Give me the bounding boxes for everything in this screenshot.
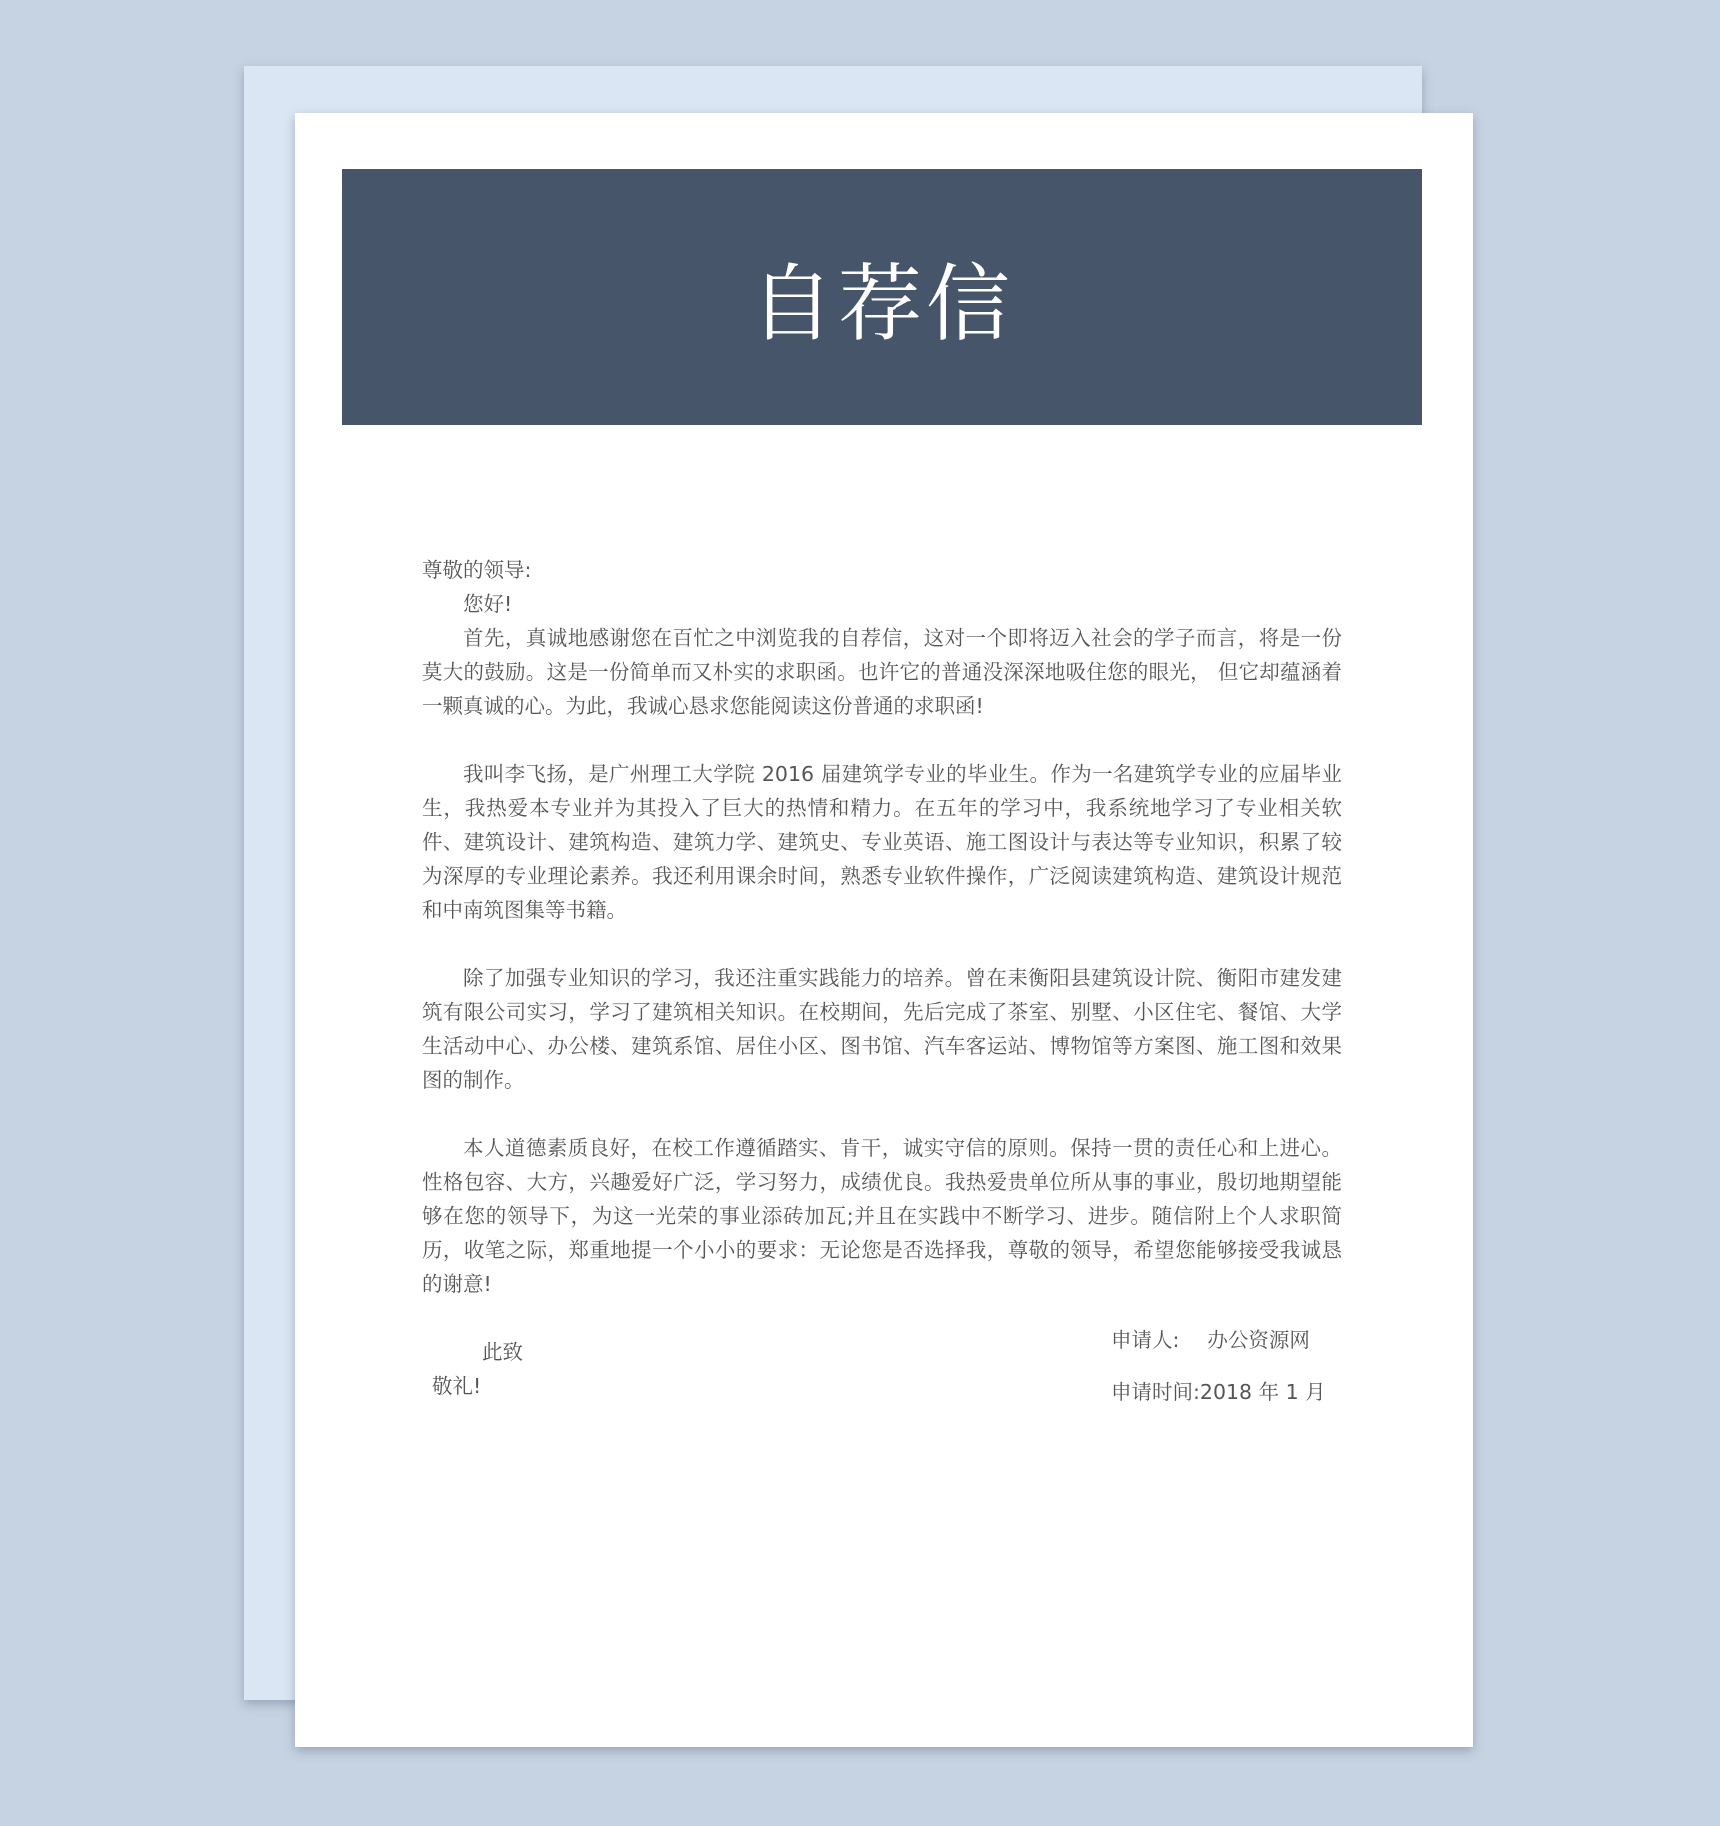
paragraph: 首先，真诚地感谢您在百忙之中浏览我的自荐信，这对一个即将迈入社会的学子而言，将是一份莫大的鼓励。这是一份简单而又朴实的求职函。也许它的普通没深深地吸住您的眼光， 但它却蕴涵着一颗真诚的心。为此，我诚心恳求您能阅读这份普通的求职函! <box>422 626 1342 718</box>
paragraph-spacer <box>422 927 1342 961</box>
date-value: 2018 年 1 月 <box>1199 1380 1326 1404</box>
paragraph-spacer <box>422 1097 1342 1131</box>
title-banner <box>342 169 1422 425</box>
letter-body <box>422 553 1342 1403</box>
date-line <box>1111 1375 1326 1405</box>
applicant-line <box>1111 1323 1310 1353</box>
applicant-label: 申请人: <box>1111 1328 1180 1352</box>
closing-regards: 此致 <box>482 1340 523 1364</box>
paragraph: 我叫李飞扬，是广州理工大学院 2016 届建筑学专业的毕业生。作为一名建筑学专业的应届毕业生，我热爱本专业并为其投入了巨大的热情和精力。在五年的学习中，我系统地学习了专业相关软件、建筑设计、建筑构造、建筑力学、建筑史、专业英语、施工图设计与表达等专业知识，积累了较为深厚的专业理论素养。我还利用课余时间，熟悉专业软件操作，广泛阅读建筑构造、建筑设计规范和中南筑图集等书籍。 <box>422 762 1342 922</box>
document-title: 自荐信 <box>749 254 1014 353</box>
date-label: 申请时间: <box>1111 1380 1200 1404</box>
document-page <box>295 113 1473 1747</box>
applicant-name: 办公资源网 <box>1207 1328 1310 1352</box>
closing-salute: 敬礼! <box>432 1374 482 1398</box>
salutation: 尊敬的领导: <box>422 558 532 582</box>
paragraph: 本人道德素质良好，在校工作遵循踏实、肯干，诚实守信的原则。保持一贯的责任心和上进心。性格包容、大方，兴趣爱好广泛，学习努力，成绩优良。我热爱贵单位所从事的事业，殷切地期望能够在您的领导下，为这一光荣的事业添砖加瓦;并且在实践中不断学习、进步。随信附上个人求职简历，收笔之际，郑重地提一个小小的要求：无论您是否选择我，尊敬的领导，希望您能够接受我诚恳的谢意! <box>422 1136 1342 1296</box>
paragraph: 除了加强专业知识的学习，我还注重实践能力的培养。曾在耒衡阳县建筑设计院、衡阳市建发建筑有限公司实习，学习了建筑相关知识。在校期间，先后完成了茶室、别墅、小区住宅、餐馆、大学生活动中心、办公楼、建筑系馆、居住小区、图书馆、汽车客运站、博物馆等方案图、施工图和效果图的制作。 <box>422 966 1342 1092</box>
paragraph-spacer <box>422 723 1342 757</box>
greeting: 您好! <box>463 592 513 616</box>
